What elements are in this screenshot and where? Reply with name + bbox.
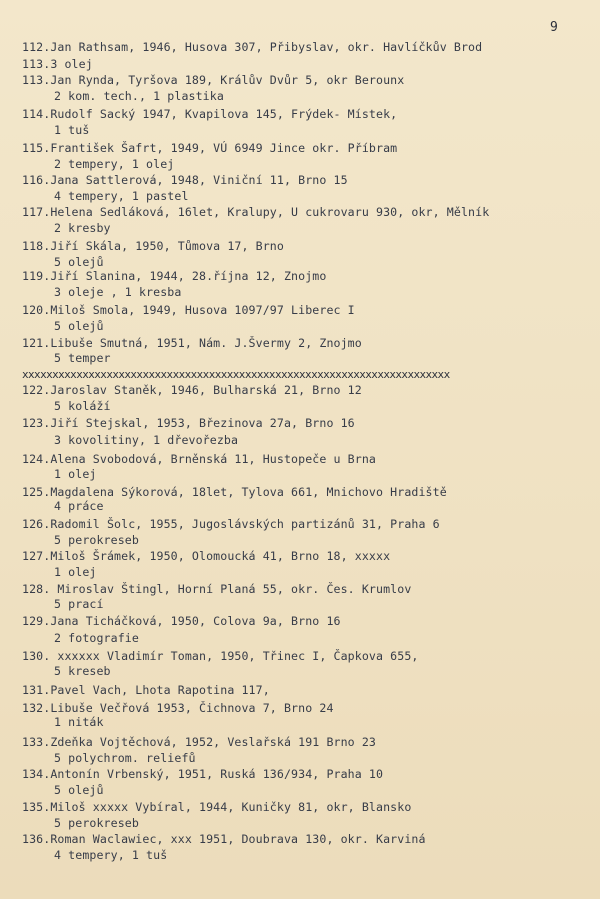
entry-detail-line: 3 kovolitiny, 1 dřevořezba <box>54 433 239 447</box>
entry-detail-line: 2 kresby <box>54 221 111 235</box>
entry-line: 135.Miloš xxxxx Vybíral, 1944, Kuničky 81, okr, Blansko <box>22 800 412 814</box>
entry-detail-line: 5 temper <box>54 351 111 365</box>
page-number: 9 <box>550 20 558 35</box>
entry-detail-line: 5 perokreseb <box>54 533 139 547</box>
entry-line: 113.3 olej <box>22 57 93 71</box>
entry-detail-line: 5 polychrom. reliefů <box>54 751 196 765</box>
entry-detail-line: 4 tempery, 1 tuš <box>54 848 168 862</box>
entry-line: 122.Jaroslav Staněk, 1946, Bulharská 21, Brno 12 <box>22 383 362 397</box>
entry-line: 120.Miloš Smola, 1949, Husova 1097/97 Liberec I <box>22 303 355 317</box>
entry-detail-line: 4 práce <box>54 499 104 513</box>
entry-line: 131.Pavel Vach, Lhota Rapotina 117, <box>22 683 270 697</box>
entry-line: 127.Miloš Šrámek, 1950, Olomoucká 41, Brno 18, xxxxx <box>22 549 391 563</box>
entry-detail-line: 5 olejů <box>54 783 104 797</box>
entry-detail-line: 5 olejů <box>54 255 104 269</box>
entry-detail-line: 5 prací <box>54 597 104 611</box>
struck-out-line: xxxxxxxxxxxxxxxxxxxxxxxxxxxxxxxxxxxxxxxxxxxxxxxxxxxxxxxxxxxxxxxxxxxxxxx <box>22 368 450 381</box>
entry-line: 118.Jiří Skála, 1950, Tůmova 17, Brno <box>22 239 284 253</box>
entry-line: 113.Jan Rynda, Tyršova 189, Králův Dvůr 5, okr Berounx <box>22 73 405 87</box>
entry-line: 119.Jiří Slanina, 1944, 28.října 12, Znojmo <box>22 269 327 283</box>
entry-detail-line: 2 tempery, 1 olej <box>54 157 175 171</box>
entry-line: 132.Libuše Večřová 1953, Čichnova 7, Brno 24 <box>22 701 334 715</box>
entry-line: 123.Jiří Stejskal, 1953, Březinova 27a, Brno 16 <box>22 416 355 430</box>
entry-line: 114.Rudolf Sacký 1947, Kvapilova 145, Frýdek- Místek, <box>22 107 398 121</box>
entry-line: 128. Miroslav Štingl, Horní Planá 55, okr. Čes. Krumlov <box>22 582 412 596</box>
entry-line: 130. xxxxxx Vladimír Toman, 1950, Třinec I, Čapkova 655, <box>22 649 419 663</box>
entry-line: 129.Jana Ticháčková, 1950, Colova 9a, Brno 16 <box>22 614 341 628</box>
entry-detail-line: 5 kreseb <box>54 664 111 678</box>
entry-line: 115.František Šafrt, 1949, VÚ 6949 Jince okr. Příbram <box>22 141 398 155</box>
entry-detail-line: 5 koláží <box>54 399 111 413</box>
entry-detail-line: 1 olej <box>54 565 97 579</box>
entry-line: 126.Radomil Šolc, 1955, Jugoslávských partizánů 31, Praha 6 <box>22 517 440 531</box>
entry-line: 134.Antonín Vrbenský, 1951, Ruská 136/934, Praha 10 <box>22 767 384 781</box>
entry-detail-line: 1 niták <box>54 715 104 729</box>
entry-line: 121.Libuše Smutná, 1951, Nám. J.Švermy 2, Znojmo <box>22 336 362 350</box>
entry-detail-line: 2 kom. tech., 1 plastika <box>54 89 224 103</box>
entry-detail-line: 3 oleje , 1 kresba <box>54 285 182 299</box>
entry-detail-line: 1 tuš <box>54 123 90 137</box>
entry-line: 124.Alena Svobodová, Brněnská 11, Hustopeče u Brna <box>22 452 377 466</box>
entry-detail-line: 5 olejů <box>54 319 104 333</box>
entry-line: 125.Magdalena Sýkorová, 18let, Tylova 661, Mnichovo Hradiště <box>22 485 447 499</box>
entry-line: 136.Roman Waclawiec, xxx 1951, Doubrava 130, okr. Karviná <box>22 832 426 846</box>
entry-line: 133.Zdeňka Vojtěchová, 1952, Veslařská 191 Brno 23 <box>22 735 377 749</box>
entry-detail-line: 5 perokreseb <box>54 816 139 830</box>
entry-line: 117.Helena Sedláková, 16let, Kralupy, U cukrovaru 930, okr, Mělník <box>22 205 490 219</box>
entry-detail-line: 4 tempery, 1 pastel <box>54 189 189 203</box>
entry-line: 116.Jana Sattlerová, 1948, Viniční 11, Brno 15 <box>22 173 348 187</box>
entry-detail-line: 2 fotografie <box>54 631 139 645</box>
entry-detail-line: 1 olej <box>54 467 97 481</box>
entry-line: 112.Jan Rathsam, 1946, Husova 307, Přibyslav, okr. Havlíčkův Brod <box>22 40 483 54</box>
